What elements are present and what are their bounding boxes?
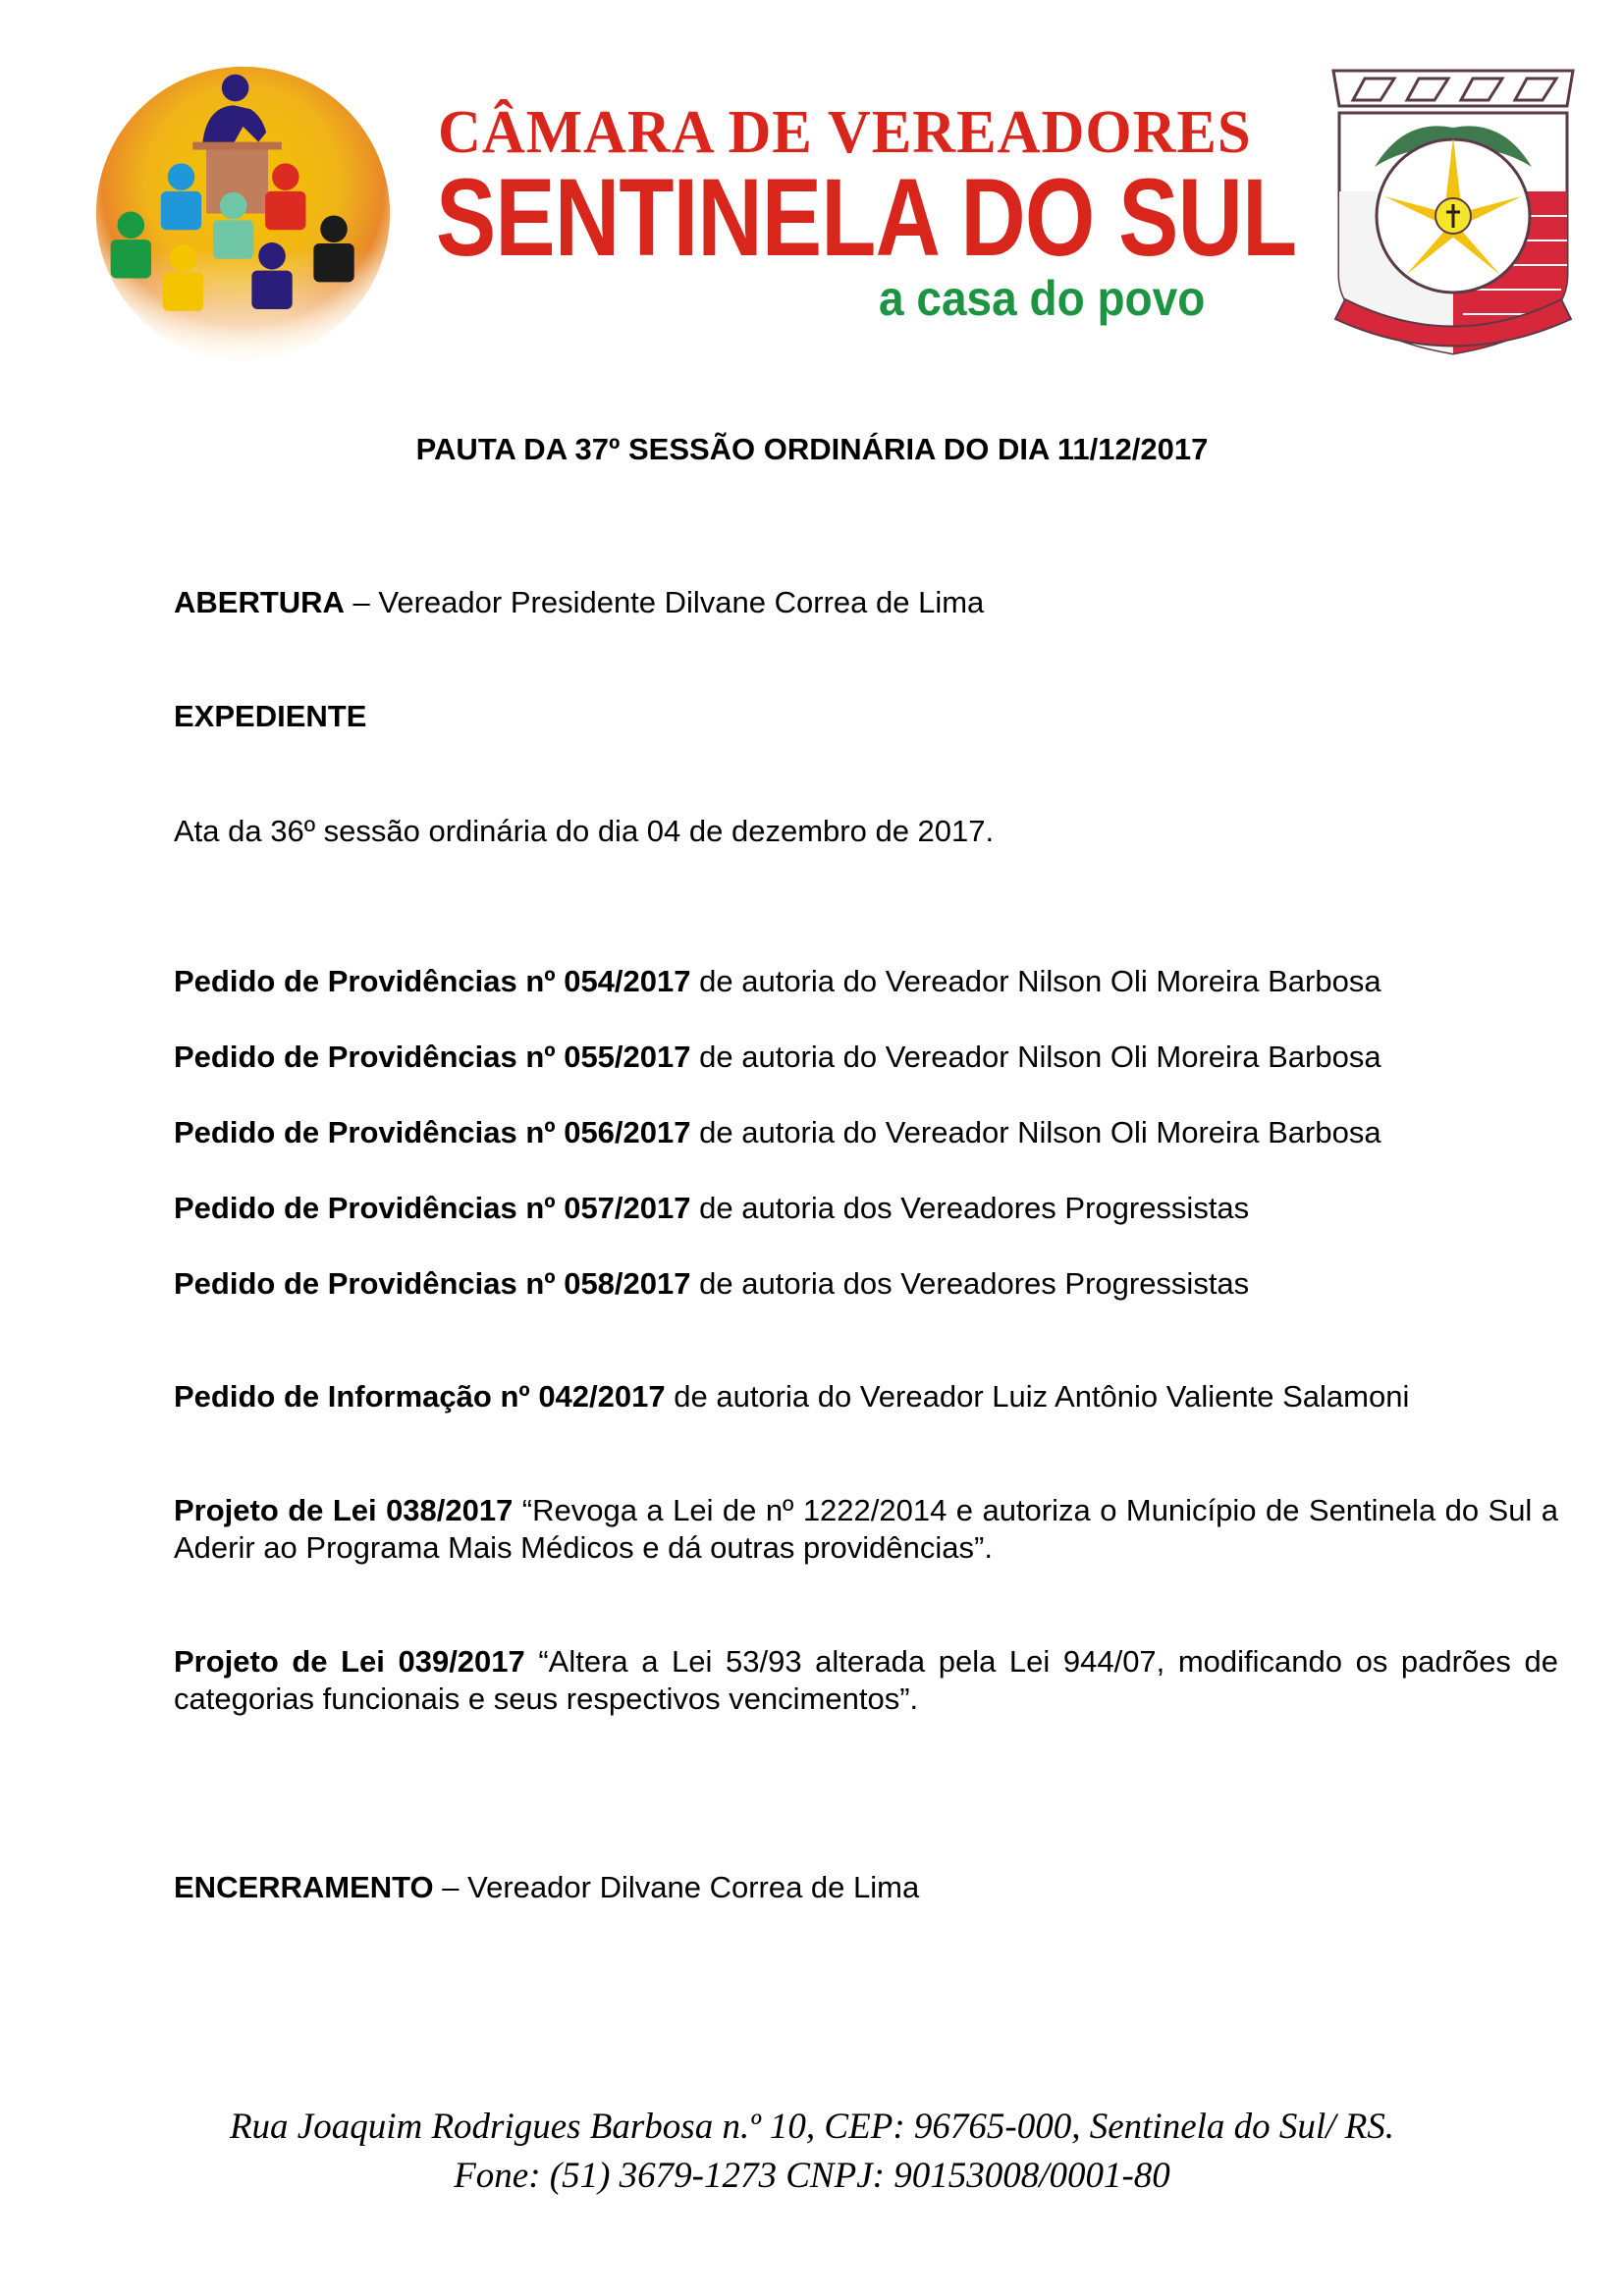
city-name: SENTINELA DO SUL — [436, 156, 1297, 279]
projeto-text: “Revoga a Lei de nº 1222/2014 e autoriza o Município de Sentinela do Sul a Aderir ao Programa Mais Médicos e dá outras providências”. — [174, 1493, 1558, 1565]
abertura-line — [174, 584, 984, 621]
list-item — [174, 1114, 1381, 1151]
ata-line: Ata da 36º sessão ordinária do dia 04 de dezembro de 2017. — [174, 814, 995, 848]
expediente-heading — [174, 698, 366, 735]
page-title: PAUTA DA 37º SESSÃO ORDINÁRIA DO DIA 11/12/2017 — [415, 432, 1209, 466]
list-item — [174, 1265, 1249, 1303]
pedido-text: de autoria dos Vereadores Progressistas — [690, 1266, 1250, 1301]
pedido-label: Pedido de Providências nº 056/2017 — [174, 1115, 691, 1149]
pedido-label: Pedido de Providências nº 055/2017 — [174, 1040, 691, 1074]
letterhead — [0, 0, 1624, 373]
projeto-lei-038 — [174, 1492, 1558, 1567]
projeto-label: Projeto de Lei 038/2017 — [174, 1493, 514, 1527]
slogan: a casa do povo — [879, 271, 1206, 326]
encerramento-text: – Vereador Dilvane Correa de Lima — [433, 1870, 920, 1904]
pedido-informacao-line — [174, 1378, 1409, 1415]
abertura-text: – Vereador Presidente Dilvane Correa de Lima — [344, 585, 985, 619]
pedido-label: Pedido de Providências nº 058/2017 — [174, 1266, 691, 1301]
assembly-logo-icon — [88, 59, 398, 368]
projeto-label: Projeto de Lei 039/2017 — [174, 1644, 525, 1679]
expediente-label: EXPEDIENTE — [174, 699, 367, 733]
encerramento-label: ENCERRAMENTO — [174, 1870, 434, 1904]
list-item — [174, 1190, 1249, 1227]
list-item — [174, 1039, 1381, 1076]
chamber-name: CÂMARA DE VEREADORES — [438, 99, 1252, 166]
pedido-label: Pedido de Providências nº 054/2017 — [174, 964, 691, 998]
footer-address: Rua Joaquim Rodrigues Barbosa n.º 10, CEP: 96765-000, Sentinela do Sul/ RS. — [229, 2107, 1395, 2147]
abertura-label: ABERTURA — [174, 585, 345, 619]
pedido-text: de autoria dos Vereadores Progressistas — [690, 1191, 1250, 1225]
pedido-text: de autoria do Vereador Nilson Oli Moreira Barbosa — [690, 1115, 1381, 1149]
pedido-label: Pedido de Providências nº 057/2017 — [174, 1191, 691, 1225]
pedido-informacao-label: Pedido de Informação nº 042/2017 — [174, 1379, 666, 1414]
footer-contact: Fone: (51) 3679-1273 CNPJ: 90153008/0001-80 — [454, 2156, 1170, 2196]
projeto-text: “Altera a Lei 53/93 alterada pela Lei 944/07, modificando os padrões de categorias funcionais e seus respectivos vencimentos”. — [174, 1644, 1558, 1716]
encerramento-line — [174, 1869, 919, 1906]
pedido-text: de autoria do Vereador Nilson Oli Moreira Barbosa — [690, 964, 1381, 998]
list-item — [174, 963, 1381, 1000]
projeto-lei-039 — [174, 1643, 1558, 1718]
pedido-informacao-text: de autoria do Vereador Luiz Antônio Valiente Salamoni — [665, 1379, 1410, 1414]
pedido-text: de autoria do Vereador Nilson Oli Moreira Barbosa — [690, 1040, 1381, 1074]
municipal-crest-icon — [1326, 59, 1581, 363]
